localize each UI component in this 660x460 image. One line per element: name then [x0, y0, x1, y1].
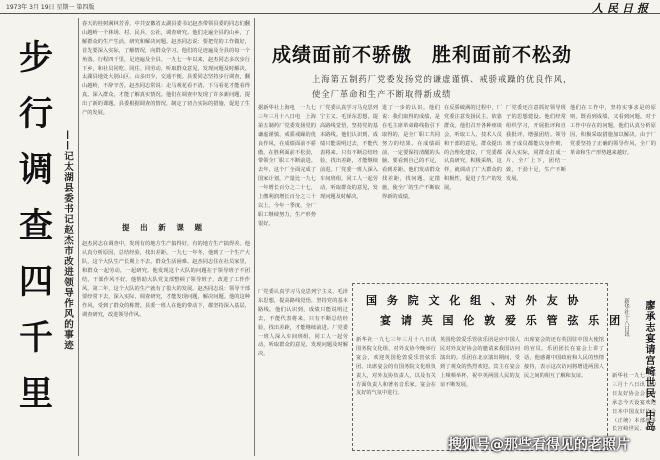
headline-char: 四: [19, 262, 53, 302]
main-article-col3: 进了一步的认识。他们说：我们取得的成绩，是在毛主席革命路线指引下取得的，是全厂职工共同努力的结果。在成绩面前，一定要保持清醒的头脑，要看到自己的不足，看到差距。他们发动群众找差距，找问题，定措施，使全厂的生产不断取得新的成绩。: [382, 105, 440, 201]
section-title: 提 出 新 课 题: [122, 223, 206, 232]
main-article-col2: 厂党委认真学习马克思列宁主义、毛泽东思想，提高路线觉悟，坚持党的基本路线。他们认识到，成绩只能说明过去，不能代表将来。只有不断总结经验，找出差距，才能继续前进。厂党委一班人深入车间班组，同工人一起劳动，听取群众的意见，发现问题及时解决。: [320, 105, 378, 201]
headline-char: 里: [19, 374, 53, 414]
headline-char: 查: [19, 206, 53, 246]
right-article-col1: 新华社一九七三年三月十八日讯 中日友好协会会长廖承志今天设宴欢迎日本中国友好协会（正统）本部理事长宫崎世民、中岛: [612, 373, 656, 432]
left-article-col1: 春天的桂树满林芳香。中共安徽省太湖县委书记赵杰带领县委的同志们翻山越岭一个林场、村、民兵、公社，调查研究。他们走遍全县的山乡，了解群众的生产生活，研究和解决问题。赵杰同志说：要把党的工作做好，首先要深入实际，了解情况，向群众学习。他们的足迹遍及全县的每一个角落。行程四千里，足迹遍及全县。一九七一年以来，赵杰同志多次步行下乡，和社员同吃、同住、同劳动，听取群众意见，发现问题及时解决。太湖县地处大别山区，山多田少，交通不便。县委同志坚持步行调查，翻山越岭，不辞辛苦。赵杰同志常说：走马观花看不清，下马看花才能看得真。深入群众，才能了解真实情况。他们在调查中发现了许多新问题，提出了新的课题。县委根据调查的情况，制定了切合实际的措施，促进了生产的发展。: [82, 21, 250, 117]
newspaper-name: 人民日报: [592, 2, 652, 15]
main-headline: 成绩面前不骄傲 胜利面前不松劲: [272, 44, 573, 66]
issue-date: 1973年 3月 19日 星期一 第四版: [6, 4, 95, 11]
headline-char: 行: [19, 94, 53, 134]
boxed-article-col1: 新华社一九七三年三月十八日讯 国务院文化组、对外友协今晚举行宴会，欢迎英国伦敦爱乐管弦乐团。出席宴会的有国务院文化组负责人，对外友协负责人，以及有关方面负责人和著名音乐家。宴会在友好的气氛中进行。: [356, 337, 436, 397]
main-article-col7: 厂党委认真学习马克思列宁主义、毛泽东思想，提高路线觉悟，坚持党的基本路线。他们认识到，成绩只能说明过去，不能代表将来。只有不断总结经验，找出差距，才能继续前进。厂党委一班人深入车间班组，同工人一起劳动，听取群众的意见，发现问题及时解决。: [258, 289, 348, 358]
main-subheadline-2: 使全厂革命和生产不断取得新成绩: [312, 89, 452, 99]
boxed-article-col3: 出席宴会的还有英国驻中国大使馆的官员。乐团团长在宴会上讲了话，他感谢中国政府和人民的热情接待，表示这次访问将增进两国人民之间的相互了解和友谊。: [524, 337, 604, 379]
column-divider: [78, 18, 79, 456]
boxed-article-headline-1: 国 务 院 文 化 组 、对 外 友 协: [366, 294, 582, 307]
left-headline: [16, 30, 56, 422]
watermark: 搜狐号@那些看得见的老照片: [448, 437, 630, 453]
left-article-col2: 赵杰同志在调查中，发现有的地方生产搞得好，有的地方生产搞得差。他认真分析原因，总结经验，找出差距。一九七一年冬，他到了一个生产大队，这个大队生产长期上不去，群众生活困难。赵杰同志住在社员家里，和群众一起劳动，一起研究。他发现这个大队的问题在于领导班子不团结，干部作风不好。他帮助大队党支部整顿了领导班子，改进了工作作风。第二年，这个大队的生产就有了很大的发展。赵杰同志说：领导干部要经常下去，深入实际，调查研究，才能发现问题，解决问题。他的这种作风，受到了群众的称赞。县委一班人在他的带动下，都坚持深入基层，调查研究，改进领导作风。: [82, 241, 250, 319]
right-vertical-headline: 廖承志宴请宫崎世民、中岛: [643, 300, 654, 432]
boxed-article-headline-2: 宴 请 英 国 伦 敦 爱 乐 管 弦 乐 团: [380, 314, 624, 327]
headline-char: 步: [19, 38, 53, 78]
boxed-article-col2: 英国伦敦爱乐管弦乐团是应中国人民对外友好协会的邀请来我国访问演出的。乐团在北京演出期间，受到了观众的热烈欢迎。宾主在宴会上频频举杯，祝中英两国人民的友谊不断发展。: [440, 337, 520, 388]
masthead: [0, 0, 660, 14]
right-vertical-subhead: 新华社十八日讯: [623, 298, 629, 337]
left-subtitle: ——记太湖县委书记赵杰市改进领导作风的事迹: [62, 130, 73, 351]
main-subheadline-1: 上海第五制药厂党委发扬党的谦虚谨慎、戒骄戒躁的优良作风，: [312, 74, 573, 84]
main-article-col5: 厂党委还注意抓好领导班子的思想建设。他们经常组织学习，开展批评和自我批评，增强团结。领导班子成员都能以身作则，深入实际，同群众打成一片。全厂上下，团结一致，干劲十足，生产不断发展。: [506, 105, 566, 183]
main-article-col6: 他们在工作中，坚持实事求是的原则，既看到成绩，又看到问题。对于工作中存在的问题，他们认真分析原因，积极采取措施加以解决。由于厂党委坚持了正确的领导作风，全厂的革命和生产形势越来越好。: [570, 105, 656, 156]
main-article-col1: 据新华社上海电 一九七三年三月十八日电 上海第五制药厂党委发扬党的谦虚谨慎、戒骄戒躁的优良作风，在成绩面前不骄傲，在胜利面前不松劲，带领全厂职工不断前进。去年，这个厂全面完成了国家计划，产量比一九七一年增长百分之二十七，上缴利润增长百分之三十以上。今年一季度，全厂职工继续努力，生产形势很好。: [258, 105, 316, 227]
main-article-col4: 在反骄破满的过程中，厂党委注意发扬民主，依靠群众。他们召开各种座谈会，听取工人、技术人员和干部的意见。群众提出的合理化建议，厂党委都认真研究，积极采纳。这样，就调动了广大群众的积极性，促进了生产的发展。: [444, 105, 502, 192]
headline-char: 调: [19, 150, 53, 190]
headline-char: 千: [19, 318, 53, 358]
column-divider: [254, 18, 255, 456]
